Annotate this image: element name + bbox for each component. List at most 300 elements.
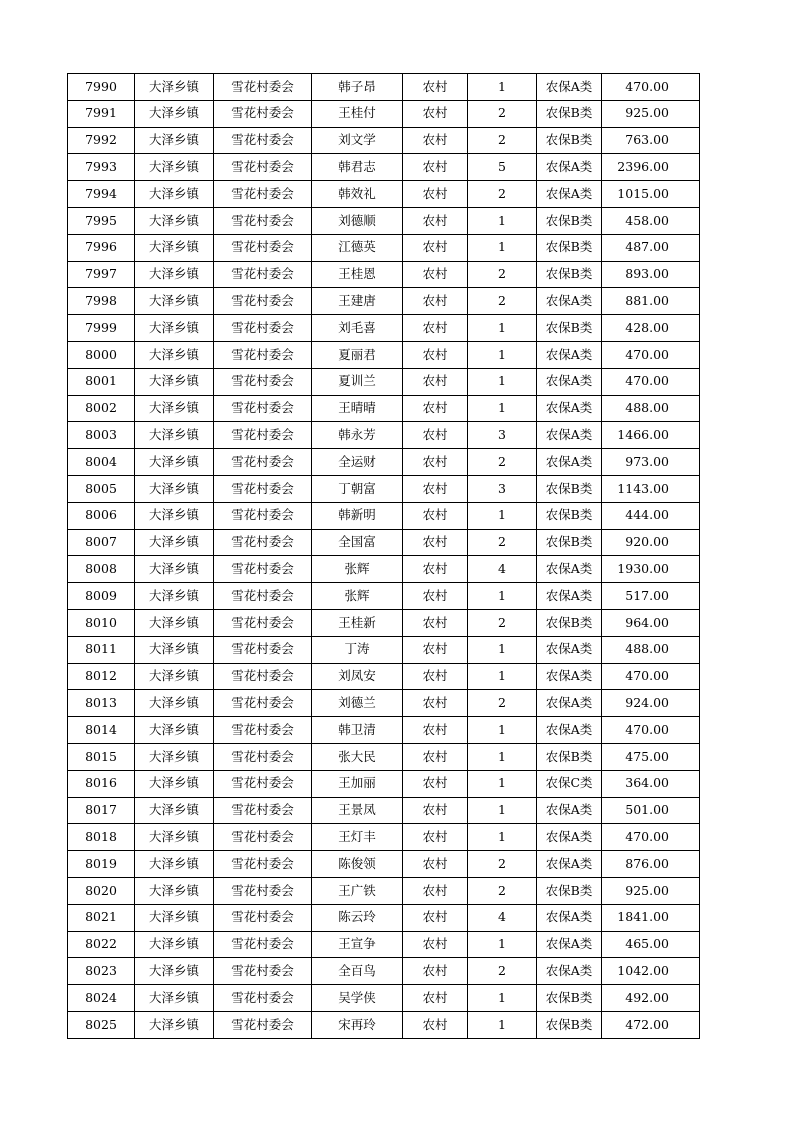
village-committee-cell: 雪花村委会	[214, 985, 312, 1012]
household-size-cell: 2	[468, 529, 537, 556]
area-type-cell: 农村	[403, 609, 468, 636]
table-row	[68, 341, 700, 368]
table-row	[68, 556, 700, 583]
record-number-cell: 7993	[68, 154, 135, 181]
village-committee-cell: 雪花村委会	[214, 341, 312, 368]
area-type-cell: 农村	[403, 100, 468, 127]
household-size-cell: 2	[468, 877, 537, 904]
township-cell: 大泽乡镇	[135, 502, 214, 529]
area-type-cell: 农村	[403, 851, 468, 878]
household-size-cell: 1	[468, 1011, 537, 1038]
record-number-cell: 8007	[68, 529, 135, 556]
insurance-class-cell: 农保A类	[537, 368, 602, 395]
table-row	[68, 368, 700, 395]
area-type-cell: 农村	[403, 154, 468, 181]
record-number-cell: 7997	[68, 261, 135, 288]
area-type-cell: 农村	[403, 368, 468, 395]
record-number-cell: 8012	[68, 663, 135, 690]
village-committee-cell: 雪花村委会	[214, 181, 312, 208]
area-type-cell: 农村	[403, 449, 468, 476]
township-cell: 大泽乡镇	[135, 663, 214, 690]
insurance-class-cell: 农保B类	[537, 609, 602, 636]
record-number-cell: 7991	[68, 100, 135, 127]
village-committee-cell: 雪花村委会	[214, 1011, 312, 1038]
name-cell: 韩子昂	[312, 74, 403, 101]
name-cell: 吴学侠	[312, 985, 403, 1012]
area-type-cell: 农村	[403, 395, 468, 422]
amount-cell: 1841.00	[602, 904, 700, 931]
amount-cell: 501.00	[602, 797, 700, 824]
household-size-cell: 1	[468, 770, 537, 797]
area-type-cell: 农村	[403, 207, 468, 234]
table-row	[68, 583, 700, 610]
household-size-cell: 4	[468, 904, 537, 931]
village-committee-cell: 雪花村委会	[214, 315, 312, 342]
household-size-cell: 1	[468, 636, 537, 663]
record-number-cell: 8002	[68, 395, 135, 422]
name-cell: 陈俊领	[312, 851, 403, 878]
township-cell: 大泽乡镇	[135, 234, 214, 261]
amount-cell: 470.00	[602, 341, 700, 368]
amount-cell: 893.00	[602, 261, 700, 288]
insurance-class-cell: 农保B类	[537, 261, 602, 288]
amount-cell: 920.00	[602, 529, 700, 556]
township-cell: 大泽乡镇	[135, 100, 214, 127]
table-row	[68, 636, 700, 663]
insurance-class-cell: 农保A类	[537, 154, 602, 181]
village-committee-cell: 雪花村委会	[214, 288, 312, 315]
record-number-cell: 7996	[68, 234, 135, 261]
name-cell: 全百鸟	[312, 958, 403, 985]
name-cell: 丁朝富	[312, 475, 403, 502]
insurance-class-cell: 农保A类	[537, 690, 602, 717]
table-row	[68, 958, 700, 985]
record-number-cell: 8013	[68, 690, 135, 717]
insurance-class-cell: 农保B类	[537, 1011, 602, 1038]
household-size-cell: 1	[468, 502, 537, 529]
household-size-cell: 2	[468, 261, 537, 288]
insurance-class-cell: 农保C类	[537, 770, 602, 797]
household-size-cell: 5	[468, 154, 537, 181]
household-size-cell: 1	[468, 797, 537, 824]
amount-cell: 492.00	[602, 985, 700, 1012]
area-type-cell: 农村	[403, 583, 468, 610]
household-size-cell: 3	[468, 475, 537, 502]
name-cell: 王桂付	[312, 100, 403, 127]
record-number-cell: 8018	[68, 824, 135, 851]
area-type-cell: 农村	[403, 636, 468, 663]
township-cell: 大泽乡镇	[135, 717, 214, 744]
area-type-cell: 农村	[403, 877, 468, 904]
table-row	[68, 422, 700, 449]
name-cell: 王灯丰	[312, 824, 403, 851]
amount-cell: 763.00	[602, 127, 700, 154]
insurance-class-cell: 农保A类	[537, 851, 602, 878]
amount-cell: 488.00	[602, 395, 700, 422]
amount-cell: 458.00	[602, 207, 700, 234]
township-cell: 大泽乡镇	[135, 288, 214, 315]
amount-cell: 517.00	[602, 583, 700, 610]
table-row	[68, 609, 700, 636]
village-committee-cell: 雪花村委会	[214, 556, 312, 583]
amount-cell: 1930.00	[602, 556, 700, 583]
table-row	[68, 288, 700, 315]
insurance-class-cell: 农保A类	[537, 583, 602, 610]
record-number-cell: 7992	[68, 127, 135, 154]
insurance-class-cell: 农保B类	[537, 475, 602, 502]
insurance-class-cell: 农保B类	[537, 877, 602, 904]
name-cell: 张大民	[312, 743, 403, 770]
insurance-class-cell: 农保B类	[537, 743, 602, 770]
area-type-cell: 农村	[403, 690, 468, 717]
township-cell: 大泽乡镇	[135, 743, 214, 770]
household-size-cell: 1	[468, 207, 537, 234]
amount-cell: 1015.00	[602, 181, 700, 208]
township-cell: 大泽乡镇	[135, 797, 214, 824]
insurance-class-cell: 农保A类	[537, 288, 602, 315]
table-row	[68, 154, 700, 181]
household-size-cell: 1	[468, 583, 537, 610]
area-type-cell: 农村	[403, 315, 468, 342]
table-row	[68, 529, 700, 556]
amount-cell: 1042.00	[602, 958, 700, 985]
record-number-cell: 7998	[68, 288, 135, 315]
insurance-class-cell: 农保B类	[537, 502, 602, 529]
township-cell: 大泽乡镇	[135, 315, 214, 342]
amount-cell: 465.00	[602, 931, 700, 958]
name-cell: 王桂恩	[312, 261, 403, 288]
township-cell: 大泽乡镇	[135, 770, 214, 797]
table-row	[68, 502, 700, 529]
record-number-cell: 7994	[68, 181, 135, 208]
household-size-cell: 2	[468, 958, 537, 985]
area-type-cell: 农村	[403, 904, 468, 931]
household-size-cell: 1	[468, 743, 537, 770]
table-row	[68, 717, 700, 744]
table-row	[68, 234, 700, 261]
record-number-cell: 8016	[68, 770, 135, 797]
household-size-cell: 1	[468, 368, 537, 395]
amount-cell: 487.00	[602, 234, 700, 261]
record-number-cell: 8008	[68, 556, 135, 583]
insurance-class-cell: 农保B类	[537, 207, 602, 234]
table-row	[68, 74, 700, 101]
name-cell: 韩君志	[312, 154, 403, 181]
village-committee-cell: 雪花村委会	[214, 261, 312, 288]
record-number-cell: 8019	[68, 851, 135, 878]
insurance-class-cell: 农保A类	[537, 663, 602, 690]
township-cell: 大泽乡镇	[135, 475, 214, 502]
insurance-class-cell: 农保A类	[537, 449, 602, 476]
amount-cell: 924.00	[602, 690, 700, 717]
area-type-cell: 农村	[403, 931, 468, 958]
record-number-cell: 8004	[68, 449, 135, 476]
name-cell: 韩新明	[312, 502, 403, 529]
name-cell: 韩卫清	[312, 717, 403, 744]
record-number-cell: 8020	[68, 877, 135, 904]
township-cell: 大泽乡镇	[135, 877, 214, 904]
record-number-cell: 8014	[68, 717, 135, 744]
name-cell: 宋再玲	[312, 1011, 403, 1038]
village-committee-cell: 雪花村委会	[214, 877, 312, 904]
table-row	[68, 824, 700, 851]
amount-cell: 488.00	[602, 636, 700, 663]
household-size-cell: 2	[468, 181, 537, 208]
name-cell: 全国富	[312, 529, 403, 556]
record-number-cell: 8015	[68, 743, 135, 770]
insurance-class-cell: 农保A类	[537, 636, 602, 663]
table-row	[68, 770, 700, 797]
table-row	[68, 663, 700, 690]
name-cell: 全运财	[312, 449, 403, 476]
township-cell: 大泽乡镇	[135, 154, 214, 181]
area-type-cell: 农村	[403, 958, 468, 985]
village-committee-cell: 雪花村委会	[214, 904, 312, 931]
name-cell: 夏训兰	[312, 368, 403, 395]
record-number-cell: 8023	[68, 958, 135, 985]
village-committee-cell: 雪花村委会	[214, 717, 312, 744]
amount-cell: 444.00	[602, 502, 700, 529]
insurance-class-cell: 农保A类	[537, 181, 602, 208]
record-number-cell: 8024	[68, 985, 135, 1012]
area-type-cell: 农村	[403, 797, 468, 824]
amount-cell: 881.00	[602, 288, 700, 315]
township-cell: 大泽乡镇	[135, 74, 214, 101]
record-number-cell: 8025	[68, 1011, 135, 1038]
table-row	[68, 743, 700, 770]
table-row	[68, 127, 700, 154]
insurance-class-cell: 农保A类	[537, 395, 602, 422]
household-size-cell: 2	[468, 609, 537, 636]
name-cell: 刘凤安	[312, 663, 403, 690]
table-row	[68, 797, 700, 824]
township-cell: 大泽乡镇	[135, 609, 214, 636]
village-committee-cell: 雪花村委会	[214, 851, 312, 878]
household-size-cell: 2	[468, 288, 537, 315]
table-row	[68, 931, 700, 958]
village-committee-cell: 雪花村委会	[214, 449, 312, 476]
name-cell: 刘德兰	[312, 690, 403, 717]
table-row	[68, 877, 700, 904]
table-body	[68, 74, 700, 1039]
name-cell: 刘文学	[312, 127, 403, 154]
area-type-cell: 农村	[403, 770, 468, 797]
household-size-cell: 3	[468, 422, 537, 449]
village-committee-cell: 雪花村委会	[214, 609, 312, 636]
village-committee-cell: 雪花村委会	[214, 931, 312, 958]
area-type-cell: 农村	[403, 985, 468, 1012]
record-number-cell: 8009	[68, 583, 135, 610]
area-type-cell: 农村	[403, 529, 468, 556]
amount-cell: 472.00	[602, 1011, 700, 1038]
township-cell: 大泽乡镇	[135, 824, 214, 851]
household-size-cell: 1	[468, 717, 537, 744]
area-type-cell: 农村	[403, 288, 468, 315]
area-type-cell: 农村	[403, 261, 468, 288]
name-cell: 陈云玲	[312, 904, 403, 931]
table-row	[68, 395, 700, 422]
record-number-cell: 8006	[68, 502, 135, 529]
amount-cell: 428.00	[602, 315, 700, 342]
village-committee-cell: 雪花村委会	[214, 422, 312, 449]
name-cell: 王桂新	[312, 609, 403, 636]
village-committee-cell: 雪花村委会	[214, 395, 312, 422]
household-size-cell: 1	[468, 74, 537, 101]
area-type-cell: 农村	[403, 74, 468, 101]
table-row	[68, 1011, 700, 1038]
name-cell: 王加丽	[312, 770, 403, 797]
table-row	[68, 100, 700, 127]
name-cell: 张辉	[312, 583, 403, 610]
name-cell: 王建唐	[312, 288, 403, 315]
township-cell: 大泽乡镇	[135, 395, 214, 422]
township-cell: 大泽乡镇	[135, 851, 214, 878]
insurance-class-cell: 农保A类	[537, 422, 602, 449]
village-committee-cell: 雪花村委会	[214, 663, 312, 690]
record-number-cell: 8003	[68, 422, 135, 449]
township-cell: 大泽乡镇	[135, 958, 214, 985]
record-number-cell: 8017	[68, 797, 135, 824]
table-row	[68, 207, 700, 234]
village-committee-cell: 雪花村委会	[214, 74, 312, 101]
area-type-cell: 农村	[403, 181, 468, 208]
insurance-class-cell: 农保A类	[537, 931, 602, 958]
amount-cell: 470.00	[602, 663, 700, 690]
record-number-cell: 8005	[68, 475, 135, 502]
area-type-cell: 农村	[403, 502, 468, 529]
record-number-cell: 8000	[68, 341, 135, 368]
record-number-cell: 8010	[68, 609, 135, 636]
area-type-cell: 农村	[403, 341, 468, 368]
record-number-cell: 8021	[68, 904, 135, 931]
township-cell: 大泽乡镇	[135, 985, 214, 1012]
village-committee-cell: 雪花村委会	[214, 207, 312, 234]
name-cell: 刘德顺	[312, 207, 403, 234]
village-committee-cell: 雪花村委会	[214, 583, 312, 610]
table-row	[68, 449, 700, 476]
village-committee-cell: 雪花村委会	[214, 770, 312, 797]
amount-cell: 1466.00	[602, 422, 700, 449]
name-cell: 王景凤	[312, 797, 403, 824]
village-committee-cell: 雪花村委会	[214, 368, 312, 395]
table-row	[68, 261, 700, 288]
amount-cell: 470.00	[602, 717, 700, 744]
village-committee-cell: 雪花村委会	[214, 502, 312, 529]
name-cell: 王广铁	[312, 877, 403, 904]
insurance-class-cell: 农保A类	[537, 958, 602, 985]
village-committee-cell: 雪花村委会	[214, 690, 312, 717]
record-number-cell: 8022	[68, 931, 135, 958]
area-type-cell: 农村	[403, 234, 468, 261]
household-size-cell: 1	[468, 663, 537, 690]
village-committee-cell: 雪花村委会	[214, 636, 312, 663]
household-size-cell: 2	[468, 449, 537, 476]
amount-cell: 925.00	[602, 877, 700, 904]
household-size-cell: 1	[468, 985, 537, 1012]
area-type-cell: 农村	[403, 127, 468, 154]
amount-cell: 364.00	[602, 770, 700, 797]
village-committee-cell: 雪花村委会	[214, 824, 312, 851]
township-cell: 大泽乡镇	[135, 904, 214, 931]
village-committee-cell: 雪花村委会	[214, 797, 312, 824]
insurance-class-cell: 农保B类	[537, 985, 602, 1012]
name-cell: 韩永芳	[312, 422, 403, 449]
village-committee-cell: 雪花村委会	[214, 475, 312, 502]
area-type-cell: 农村	[403, 743, 468, 770]
township-cell: 大泽乡镇	[135, 690, 214, 717]
record-number-cell: 8001	[68, 368, 135, 395]
table-row	[68, 475, 700, 502]
record-number-cell: 7990	[68, 74, 135, 101]
township-cell: 大泽乡镇	[135, 207, 214, 234]
household-size-cell: 1	[468, 234, 537, 261]
household-size-cell: 1	[468, 315, 537, 342]
amount-cell: 475.00	[602, 743, 700, 770]
insurance-class-cell: 农保A类	[537, 717, 602, 744]
table-row	[68, 904, 700, 931]
name-cell: 韩效礼	[312, 181, 403, 208]
household-size-cell: 1	[468, 824, 537, 851]
household-size-cell: 2	[468, 127, 537, 154]
household-size-cell: 1	[468, 931, 537, 958]
insurance-class-cell: 农保A类	[537, 341, 602, 368]
township-cell: 大泽乡镇	[135, 261, 214, 288]
township-cell: 大泽乡镇	[135, 931, 214, 958]
insurance-class-cell: 农保B类	[537, 100, 602, 127]
area-type-cell: 农村	[403, 475, 468, 502]
amount-cell: 973.00	[602, 449, 700, 476]
area-type-cell: 农村	[403, 717, 468, 744]
township-cell: 大泽乡镇	[135, 181, 214, 208]
village-committee-cell: 雪花村委会	[214, 958, 312, 985]
village-committee-cell: 雪花村委会	[214, 743, 312, 770]
amount-cell: 2396.00	[602, 154, 700, 181]
table-row	[68, 315, 700, 342]
insurance-class-cell: 农保B类	[537, 529, 602, 556]
village-committee-cell: 雪花村委会	[214, 127, 312, 154]
amount-cell: 964.00	[602, 609, 700, 636]
village-committee-cell: 雪花村委会	[214, 154, 312, 181]
name-cell: 刘毛喜	[312, 315, 403, 342]
table-row	[68, 181, 700, 208]
insurance-class-cell: 农保B类	[537, 315, 602, 342]
household-size-cell: 2	[468, 690, 537, 717]
amount-cell: 470.00	[602, 74, 700, 101]
township-cell: 大泽乡镇	[135, 449, 214, 476]
area-type-cell: 农村	[403, 663, 468, 690]
household-size-cell: 2	[468, 851, 537, 878]
amount-cell: 470.00	[602, 824, 700, 851]
amount-cell: 876.00	[602, 851, 700, 878]
record-number-cell: 7995	[68, 207, 135, 234]
insurance-class-cell: 农保A类	[537, 74, 602, 101]
household-size-cell: 1	[468, 341, 537, 368]
area-type-cell: 农村	[403, 824, 468, 851]
record-number-cell: 8011	[68, 636, 135, 663]
name-cell: 王宣争	[312, 931, 403, 958]
household-size-cell: 4	[468, 556, 537, 583]
township-cell: 大泽乡镇	[135, 636, 214, 663]
household-size-cell: 1	[468, 395, 537, 422]
table-row	[68, 851, 700, 878]
insurance-class-cell: 农保A类	[537, 904, 602, 931]
insurance-class-cell: 农保A类	[537, 797, 602, 824]
amount-cell: 1143.00	[602, 475, 700, 502]
area-type-cell: 农村	[403, 422, 468, 449]
township-cell: 大泽乡镇	[135, 127, 214, 154]
insurance-class-cell: 农保A类	[537, 556, 602, 583]
household-size-cell: 2	[468, 100, 537, 127]
